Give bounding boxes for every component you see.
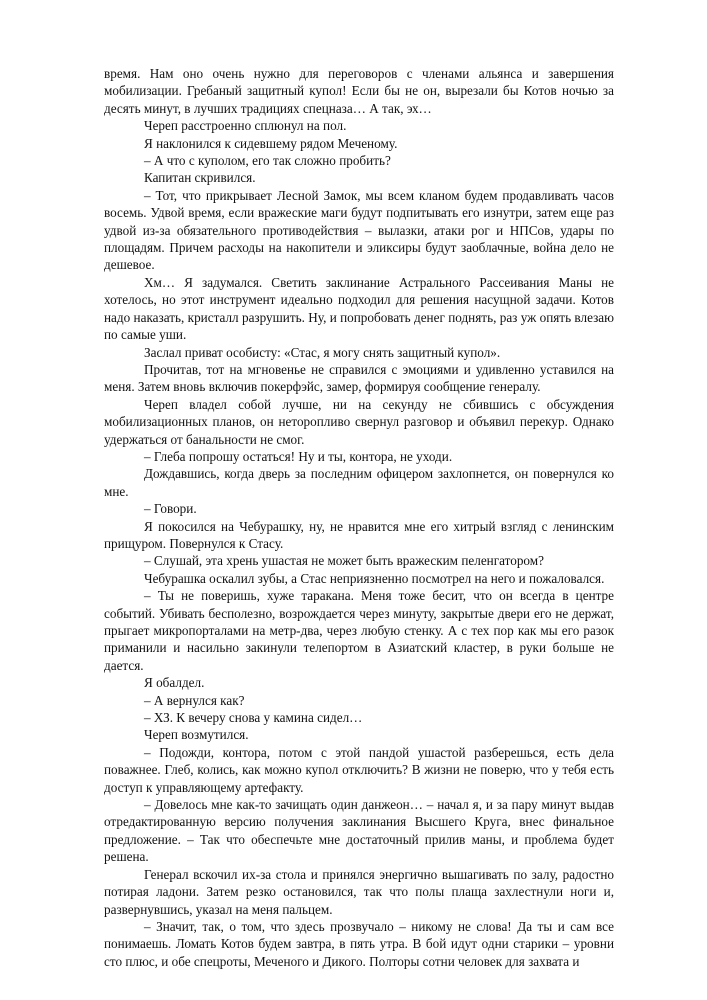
document-page: [104, 65, 614, 970]
paragraph: – А что с куполом, его так сложно пробить?: [144, 153, 391, 169]
paragraph: – ХЗ. К вечеру снова у камина сидел…: [144, 710, 363, 726]
paragraph: – Ты не поверишь, хуже таракана. Меня тоже бесит, что он всегда в центре событий. Убивать бесполезно, возрождается через минуту, закрытые двери его не держат, прыгает микропорталами на метр-два, через любую стенку. А с тех пор как мы его разок приманили и насильно закинули телепортом в Азиатский кластер, в руки больше не дается.: [104, 588, 614, 673]
paragraph: Заслал приват особисту: «Стас, я могу снять защитный купол».: [144, 344, 501, 360]
paragraph: Хм… Я задумался. Светить заклинание Астрального Рассеивания Маны не хотелось, но этот инструмент идеально подходил для решения насущной задачи. Котов надо наказать, кристалл разрушить. Ну, и попробовать денег поднять, раз уж опять влезаю по самые уши.: [104, 274, 614, 343]
paragraph: Череп владел собой лучше, ни на секунду не сбившись с обсуждения мобилизационных планов, он неторопливо свернул разговор и объявил перекур. Однако удержаться от банальности не смог.: [104, 396, 614, 447]
paragraph: Капитан скривился.: [144, 170, 256, 186]
paragraph: Череп расстроенно сплюнул на пол.: [144, 118, 347, 134]
paragraph: Генерал вскочил их-за стола и принялся энергично вышагивать по залу, радостно потирая ладони. Затем резко остановился, так что полы плаща захлестнули ноги и, развернувшись, указал на меня пальцем.: [104, 866, 614, 917]
paragraph: – Говори.: [144, 501, 197, 517]
paragraph: – Довелось мне как-то зачищать один данжеон… – начал я, и за пару минут выдав отредактированную версию получения заклинания Высшего Круга, внес финальное предложение. – Так что обеспечьте мне достаточный прилив маны, и проблема будет решена.: [104, 797, 614, 865]
paragraph: Я обалдел.: [144, 675, 205, 691]
paragraph: Я наклонился к сидевшему рядом Меченому.: [144, 135, 398, 151]
paragraph: – Слушай, эта хрень ушастая не может быть вражеским пеленгатором?: [144, 553, 544, 569]
paragraph: Я покосился на Чебурашку, ну, не нравится мне его хитрый взгляд с ленинским прищуром. Повернулся к Стасу.: [104, 518, 614, 551]
paragraph: – Значит, так, о том, что здесь прозвучало – никому не слова! Да ты и сам все понимаешь. Ломать Котов будем завтра, в пять утра. В бой идут одни старики – уровни сто плюс, и обе спецроты, Меченого и Дикого. Полторы сотни человек для захвата и: [104, 918, 614, 969]
paragraph: Дождавшись, когда дверь за последним офицером захлопнется, он повернулся ко мне.: [104, 466, 614, 499]
paragraph: – Тот, что прикрывает Лесной Замок, мы всем кланом будем продавливать часов восемь. Удвой время, если вражеские маги будут подпитывать его изнутри, затем еще раз удвой из-за обязательного противодействия – вылазки, атаки рог и НПСов, удары по площадям. Причем расходы на накопители и эликсиры будут заоблачные, война дело не дешевое.: [104, 187, 614, 273]
paragraph: время. Нам оно очень нужно для переговоров с членами альянса и завершения мобилизации. Гребаный защитный купол! Если бы не он, вырезали бы Котов ночью за десять минут, в лучших традициях спецназа… А так, эх…: [104, 66, 614, 116]
paragraph: Прочитав, тот на мгновенье не справился с эмоциями и удивленно уставился на меня. Затем вновь включив покерфэйс, замер, формируя сообщение генералу.: [104, 361, 614, 395]
paragraph: Череп возмутился.: [144, 727, 249, 743]
paragraph: Чебурашка оскалил зубы, а Стас неприязненно посмотрел на него и пожаловался.: [144, 570, 605, 586]
paragraph: – Глеба попрошу остаться! Ну и ты, контора, не уходи.: [144, 448, 453, 464]
paragraph: – А вернулся как?: [144, 692, 245, 708]
paragraph: – Подожди, контора, потом с этой пандой ушастой разберешься, есть дела поважнее. Глеб, колись, как можно купол отключить? В жизни не поверю, что у тебя есть доступ к управляющему артефакту.: [104, 744, 614, 795]
